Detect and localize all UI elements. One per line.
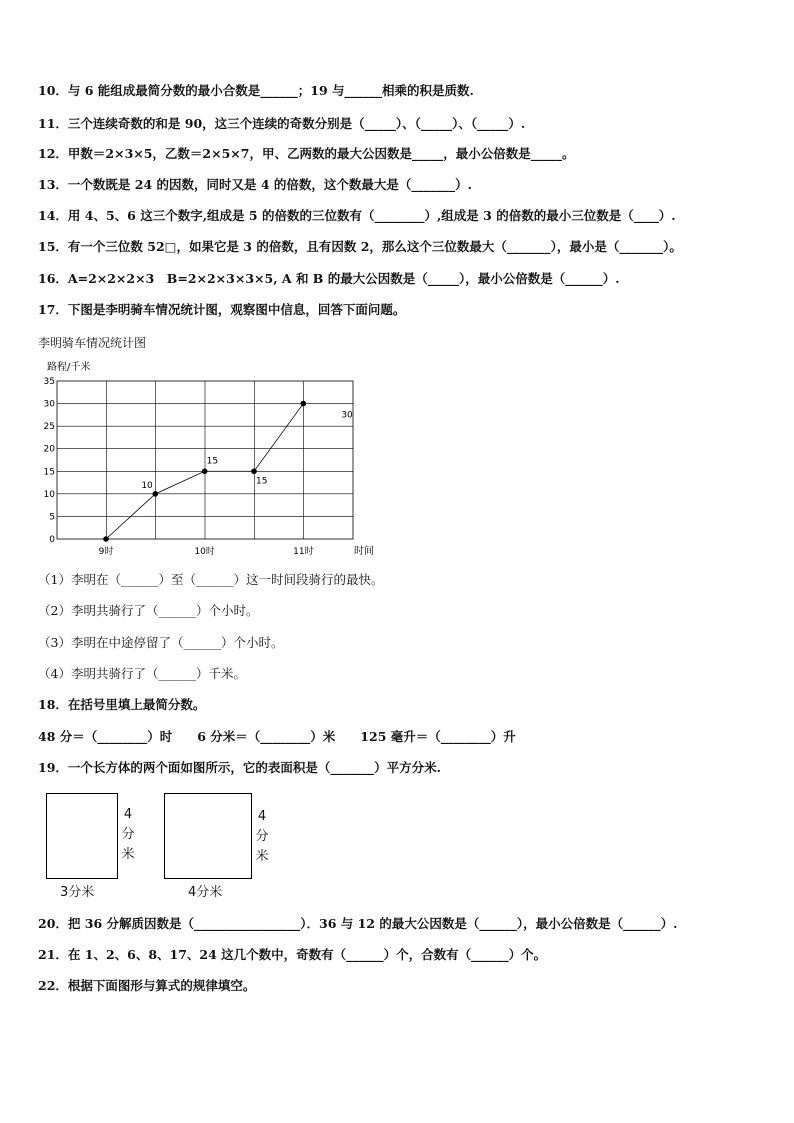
- data-label: 15: [256, 476, 268, 487]
- question-16: 16．A=2×2×2×3 B=2×2×3×3×5, A 和 B 的最大公因数是（_____），最小公倍数是（______）.: [38, 271, 620, 286]
- y-tick-labels: [44, 377, 56, 545]
- data-label: 10: [141, 480, 153, 491]
- question-20: 20．把 36 分解质因数是（_________________）．36 与 12 的最大公因数是（______），最小公倍数是（______）.: [38, 916, 678, 931]
- face-rectangle-3x4: [46, 793, 118, 879]
- y-axis-label: 路程/千米: [47, 362, 91, 373]
- question-10: 10．与 6 能组成最简分数的最小合数是______；19 与______相乘的积是质数.: [38, 83, 474, 98]
- data-point: [153, 491, 159, 497]
- question-18: 18．在括号里填上最简分数。: [38, 697, 206, 712]
- question-17-part-1: （1）李明在（______）至（______）这一时间段骑行的最快。: [38, 572, 384, 587]
- x-tick-labels: [99, 545, 314, 557]
- question-22: 22．根据下面图形与算式的规律填空。: [38, 978, 256, 993]
- y-tick-label: 5: [49, 512, 55, 523]
- question-13: 13．一个数既是 24 的因数，同时又是 4 的倍数，这个数最大是（_______）.: [38, 177, 472, 192]
- y-tick-label: 0: [49, 535, 55, 545]
- question-21: 21．在 1、2、6、8、17、24 这几个数中，奇数有（______）个，合数有（______）个。: [38, 947, 547, 962]
- chart-title: 李明骑车情况统计图: [38, 336, 147, 350]
- data-point: [301, 401, 307, 407]
- rect2-width-label: 4分米: [188, 885, 223, 900]
- chart-grid: [57, 381, 353, 539]
- data-label: 30: [341, 410, 353, 421]
- data-labels: [141, 411, 353, 491]
- face-rectangle-4x4: [164, 793, 252, 879]
- question-17: 17．下图是李明骑车情况统计图，观察图中信息，回答下面问题。: [38, 302, 406, 317]
- data-point: [251, 468, 257, 474]
- question-17-part-2: （2）李明共骑行了（______）个小时。: [38, 603, 259, 618]
- x-tick-label: 10时: [194, 547, 215, 557]
- y-tick-label: 10: [43, 489, 55, 500]
- question-15: 15．有一个三位数 52□，如果它是 3 的倍数，且有因数 2，那么这个三位数最大（_______），最小是（_______）。: [38, 239, 682, 254]
- y-tick-label: 30: [43, 399, 55, 410]
- data-point: [202, 468, 208, 474]
- y-tick-label: 15: [43, 467, 55, 478]
- data-label: 15: [206, 456, 219, 467]
- riding-line-chart: [30, 358, 390, 563]
- y-tick-label: 35: [43, 377, 55, 387]
- x-tick-label: 9时: [98, 547, 114, 557]
- rect1-width-label: 3分米: [60, 885, 95, 900]
- question-17-part-3: （3）李明在中途停留了（______）个小时。: [38, 635, 284, 650]
- question-14: 14．用 4、5、6 这三个数字,组成是 5 的倍数的三位数有（________）,组成是 3 的倍数的最小三位数是（____）.: [38, 208, 676, 223]
- y-tick-label: 25: [43, 422, 55, 433]
- y-tick-label: 20: [43, 444, 55, 455]
- rect1-height-label: 4 分 米: [121, 807, 135, 862]
- x-tick-label: 11时: [293, 547, 314, 557]
- question-12: 12．甲数＝2×3×5，乙数＝2×5×7，甲、乙两数的最大公因数是_____，最小公倍数是_____。: [38, 146, 575, 161]
- question-17-part-4: （4）李明共骑行了（______）千米。: [38, 666, 246, 681]
- question-19: 19．一个长方体的两个面如图所示，它的表面积是（_______）平方分米.: [38, 760, 441, 775]
- question-18-blanks: 48 分＝（________）时 6 分米＝（________）米 125 毫升＝（________）升: [38, 729, 516, 744]
- x-axis-label: 时间: [354, 546, 374, 557]
- question-11: 11．三个连续奇数的和是 90，这三个连续的奇数分别是（_____）、（_____）、（_____）.: [38, 116, 526, 131]
- rect2-height-label: 4 分 米: [255, 809, 269, 864]
- data-point: [103, 536, 109, 542]
